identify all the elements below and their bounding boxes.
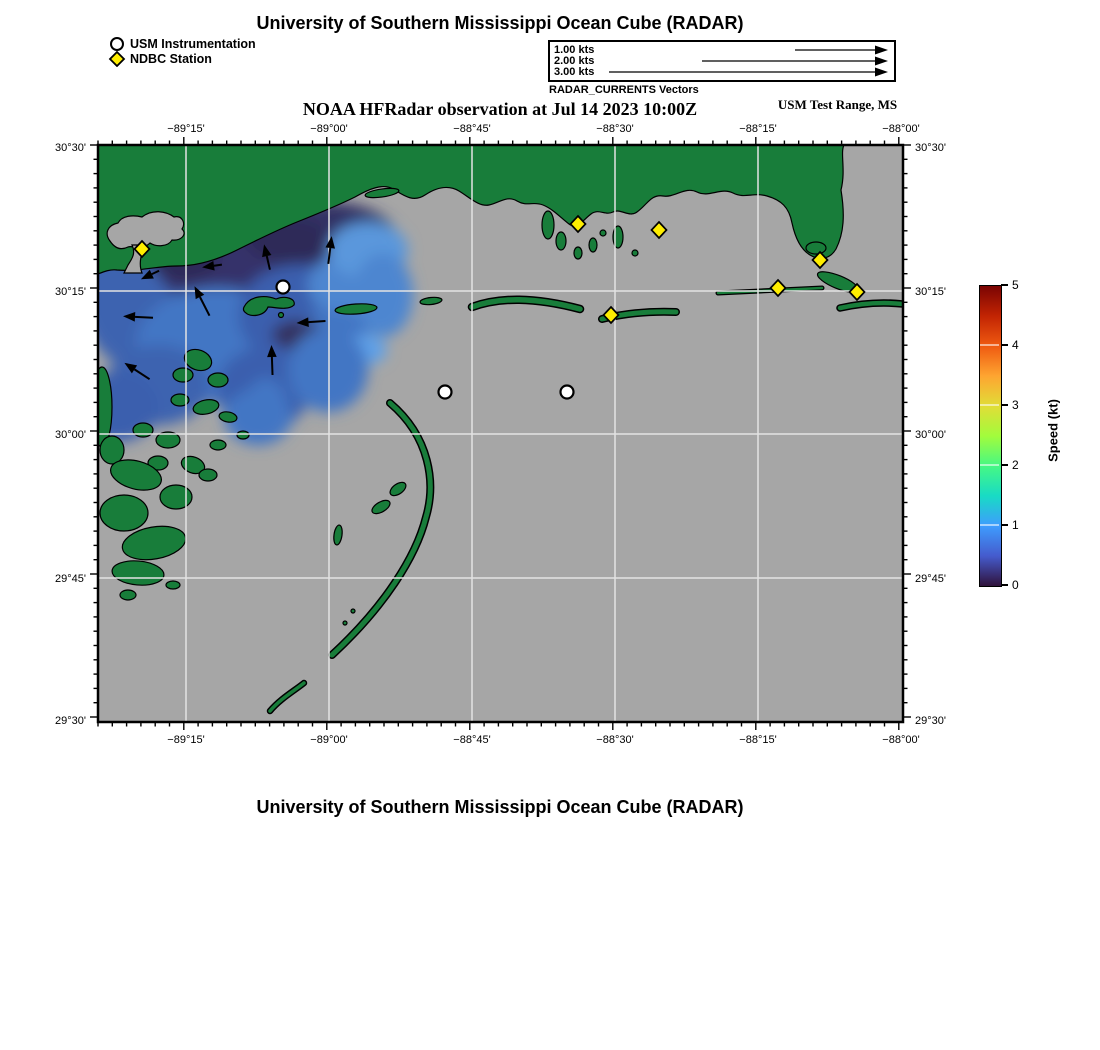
axis-label-lon-bottom: −88°30'	[596, 734, 634, 746]
axis-label-lon-bottom: −89°00'	[310, 734, 348, 746]
axis-label-lat-right: 29°30'	[915, 715, 946, 727]
diamond-marker-icon	[108, 51, 126, 67]
colorbar-tick	[1001, 524, 1008, 526]
axis-label-lon-top: −89°00'	[310, 123, 348, 135]
range-label: USM Test Range, MS	[777, 97, 898, 112]
vector-scale-entry-label: 2.00 kts	[554, 55, 595, 67]
axis-label-lon-top: −88°00'	[882, 123, 920, 135]
colorbar-tick-label: 4	[1012, 338, 1019, 352]
legend-item-usm	[108, 36, 256, 51]
scale-arrow-head	[875, 46, 888, 55]
current-vector-shaft	[272, 357, 273, 375]
footer-title: University of Southern Mississippi Ocean Cube (RADAR)	[256, 797, 744, 817]
colorbar-tick-label: 1	[1012, 518, 1019, 532]
usm-station-marker	[277, 281, 290, 294]
colorbar-tick-label: 0	[1012, 578, 1019, 592]
axis-label-lat-left: 30°00'	[55, 429, 86, 441]
colorbar-gridline	[980, 344, 999, 346]
vector-scale-entry-label: 1.00 kts	[554, 44, 595, 56]
legend-item-ndbc	[108, 51, 256, 66]
axis-label-lon-bottom: −88°45'	[453, 734, 491, 746]
colorbar-gridline	[980, 404, 999, 406]
current-vector-shaft	[214, 265, 222, 266]
axis-label-lat-right: 30°30'	[915, 142, 946, 154]
vector-scale-entry-label: 3.00 kts	[554, 66, 595, 78]
map-legend	[108, 36, 256, 66]
vector-scale-caption: RADAR_CURRENTS Vectors	[549, 84, 699, 96]
colorbar-tick	[1001, 404, 1008, 406]
axis-label-lon-bottom: −88°15'	[739, 734, 777, 746]
scale-arrow-head	[875, 57, 888, 66]
axis-label-lat-right: 30°15'	[915, 286, 946, 298]
scale-arrow-head	[875, 68, 888, 77]
colorbar-tick-label: 3	[1012, 398, 1019, 412]
legend-label-usm: USM Instrumentation	[130, 36, 256, 51]
axis-label-lat-left: 30°15'	[55, 286, 86, 298]
speed-colorbar	[979, 285, 1002, 587]
axis-label-lon-top: −88°15'	[739, 123, 777, 135]
colorbar-gridline	[980, 524, 999, 526]
usm-station-marker	[561, 386, 574, 399]
axis-label-lat-left: 29°45'	[55, 573, 86, 585]
axis-label-lon-top: −89°15'	[167, 123, 205, 135]
axis-label-lat-right: 29°45'	[915, 573, 946, 585]
peninsula-marsh	[806, 242, 826, 254]
colorbar-tick-label: 5	[1012, 278, 1019, 292]
colorbar-tick	[1001, 344, 1008, 346]
colorbar-gridline	[980, 464, 999, 466]
legend-label-ndbc: NDBC Station	[130, 51, 212, 66]
vector-scale-box	[548, 40, 896, 82]
vector-scale-arrows	[550, 42, 894, 80]
axis-label-lon-top: −88°45'	[453, 123, 491, 135]
axis-label-lon-bottom: −89°15'	[167, 734, 205, 746]
colorbar-tick	[1001, 464, 1008, 466]
circle-marker-icon	[108, 36, 126, 52]
axis-label-lon-top: −88°30'	[596, 123, 634, 135]
colorbar-tick	[1001, 284, 1008, 286]
axis-label-lat-left: 29°30'	[55, 715, 86, 727]
current-vector-shaft	[135, 317, 153, 318]
axis-label-lon-bottom: −88°00'	[882, 734, 920, 746]
page-title: University of Southern Mississippi Ocean Cube (RADAR)	[256, 13, 744, 33]
colorbar-tick	[1001, 584, 1008, 586]
usm-station-marker	[439, 386, 452, 399]
colorbar-axis-label: Speed (kt)	[1045, 399, 1061, 462]
axis-label-lat-left: 30°30'	[55, 142, 86, 154]
observation-subtitle: NOAA HFRadar observation at Jul 14 2023 10:00Z	[302, 99, 698, 119]
current-vector-shaft	[309, 321, 326, 322]
axis-label-lat-right: 30°00'	[915, 429, 946, 441]
colorbar-tick-label: 2	[1012, 458, 1019, 472]
map-canvas	[30, 118, 960, 768]
